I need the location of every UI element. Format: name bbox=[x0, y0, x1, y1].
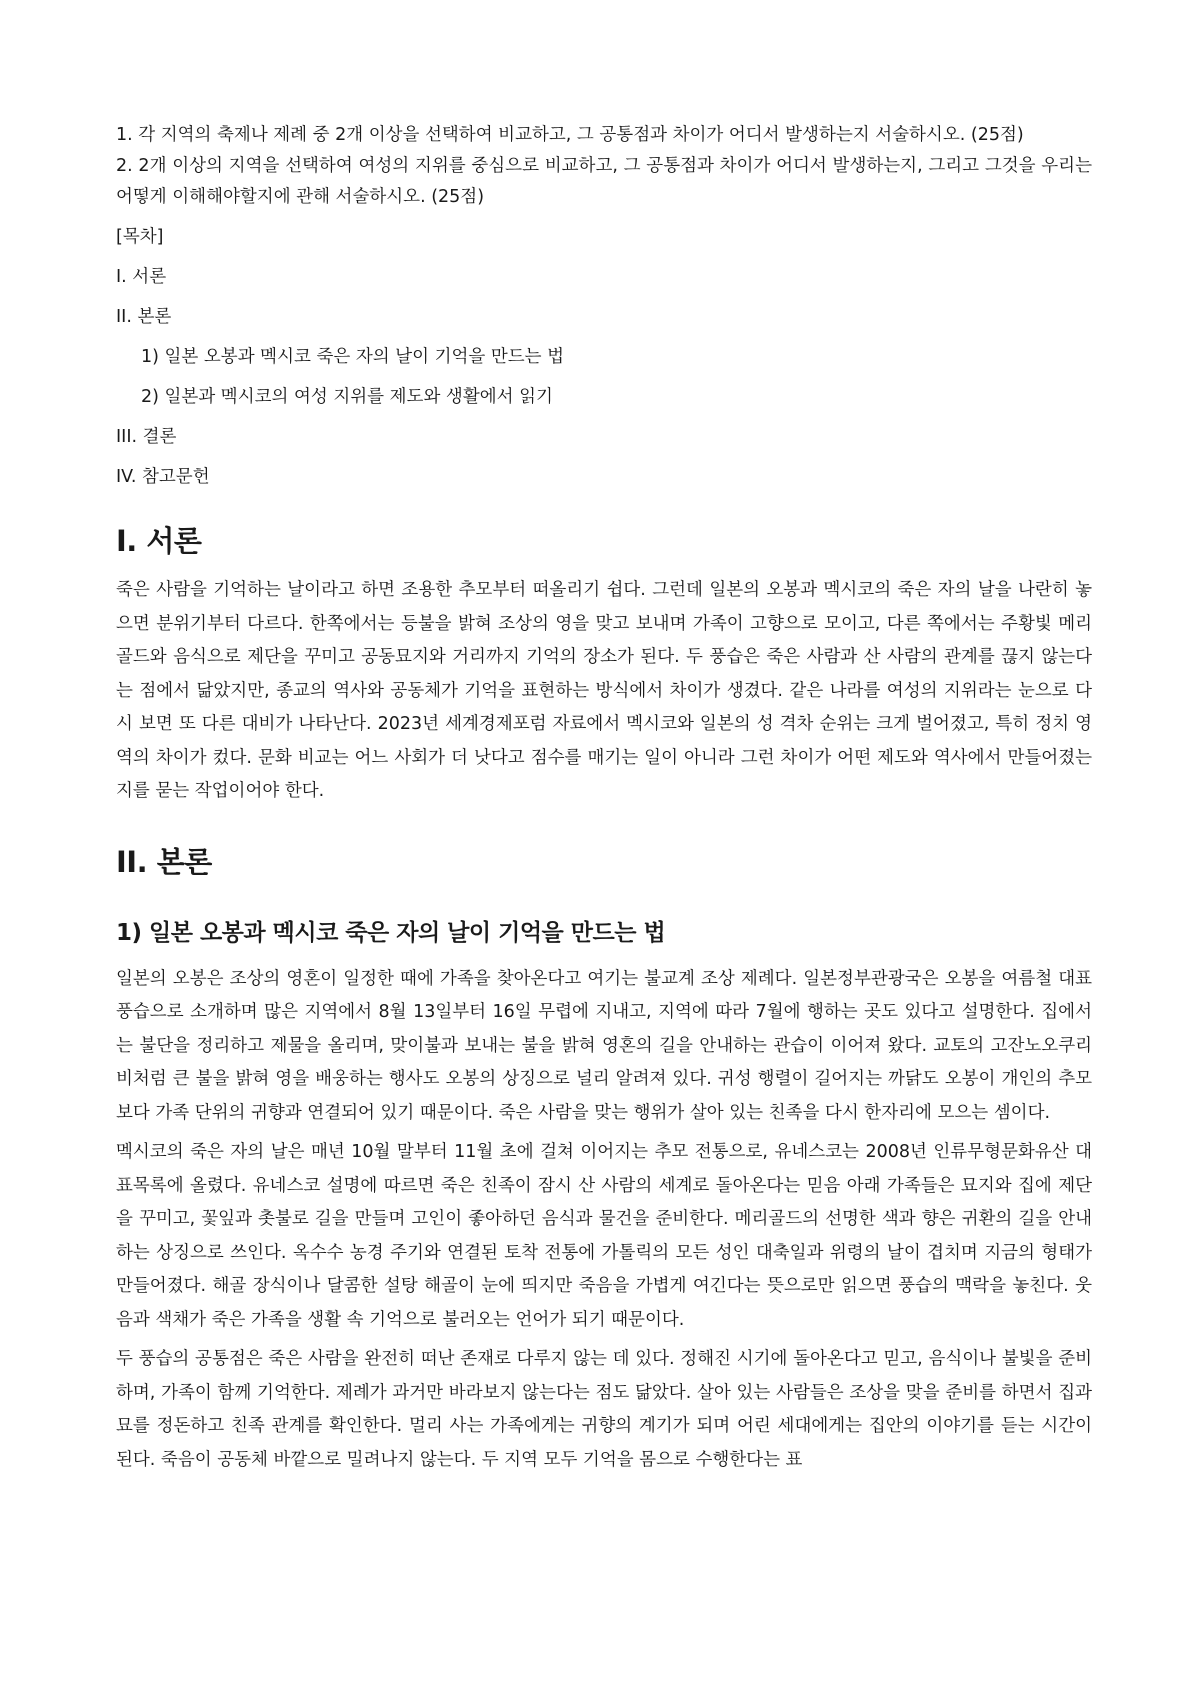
question-2: 2. 2개 이상의 지역을 선택하여 여성의 지위를 중심으로 비교하고, 그 공통점과 차이가 어디서 발생하는지, 그리고 그것을 우리는 어떻게 이해해야할지에 관해 서술하시오. (25점) bbox=[116, 156, 1092, 207]
question-1: 1. 각 지역의 축제나 제례 중 2개 이상을 선택하여 비교하고, 그 공통점과 차이가 어디서 발생하는지 서술하시오. (25점) bbox=[116, 125, 1024, 145]
toc-item-body-sub2: 2) 일본과 멕시코의 여성 지위를 제도와 생활에서 읽기 bbox=[141, 387, 553, 407]
intro-paragraph: 죽은 사람을 기억하는 날이라고 하면 조용한 추모부터 떠올리기 쉽다. 그런데 일본의 오봉과 멕시코의 죽은 자의 날을 나란히 놓으면 분위기부터 다르다. 한쪽에서는 등불을 밝혀 조상의 영을 맞고 보내며 가족이 고향으로 모이고, 다른 쪽에서는 주황빛 메리골드와 음식으로 제단을 꾸미고 공동묘지와 거리까지 기억의 장소가 된다. 두 풍습은 죽은 사람과 산 사람의 관계를 끊지 않는다는 점에서 닮았지만, 종교의 역사와 공동체가 기억을 표현하는 방식에서 차이가 생겼다. 같은 나라를 여성의 지위라는 눈으로 다시 보면 또 다른 대비가 나타난다. 2023년 세계경제포럼 자료에서 멕시코와 일본의 성 격차 순위는 크게 벌어졌고, 특히 정치 영역의 차이가 컸다. 문화 비교는 어느 사회가 더 낫다고 점수를 매기는 일이 아니라 그런 차이가 어떤 제도와 역사에서 만들어졌는지를 묻는 작업이어야 한다. bbox=[116, 580, 1092, 801]
assignment-questions bbox=[116, 120, 1092, 213]
body-paragraph-1: 일본의 오봉은 조상의 영혼이 일정한 때에 가족을 찾아온다고 여기는 불교계 조상 제례다. 일본정부관광국은 오봉을 여름철 대표 풍습으로 소개하며 많은 지역에서 8월 13일부터 16일 무렵에 지내고, 지역에 따라 7월에 행하는 곳도 있다고 설명한다. 집에서는 불단을 정리하고 제물을 올리며, 맞이불과 보내는 불을 밝혀 영혼의 길을 안내하는 관습이 이어져 왔다. 교토의 고잔노오쿠리비처럼 큰 불을 밝혀 영을 배웅하는 행사도 오봉의 상징으로 널리 알려져 있다. 귀성 행렬이 길어지는 까닭도 오봉이 개인의 추모보다 가족 단위의 귀향과 연결되어 있기 때문이다. 죽은 사람을 맞는 행위가 살아 있는 친족을 다시 한자리에 모으는 셈이다. bbox=[116, 968, 1092, 1123]
section-title-body: II. 본론 bbox=[116, 844, 212, 879]
toc-item-body: II. 본론 bbox=[116, 307, 172, 327]
table-of-contents bbox=[116, 226, 1092, 488]
subsection-title-1: 1) 일본 오봉과 멕시코 죽은 자의 날이 기억을 만드는 법 bbox=[116, 919, 666, 946]
toc-item-conclusion: III. 결론 bbox=[116, 427, 177, 447]
toc-item-references: IV. 참고문헌 bbox=[116, 467, 210, 487]
toc-item-body-sub1: 1) 일본 오봉과 멕시코 죽은 자의 날이 기억을 만드는 법 bbox=[141, 347, 565, 367]
body-paragraph-3: 두 풍습의 공통점은 죽은 사람을 완전히 떠난 존재로 다루지 않는 데 있다. 정해진 시기에 돌아온다고 믿고, 음식이나 불빛을 준비하며, 가족이 함께 기억한다. 제례가 과거만 바라보지 않는다는 점도 닮았다. 살아 있는 사람들은 조상을 맞을 준비를 하면서 집과 묘를 정돈하고 친족 관계를 확인한다. 멀리 사는 가족에게는 귀향의 계기가 되며 어린 세대에게는 집안의 이야기를 듣는 시간이 된다. 죽음이 공동체 바깥으로 밀려나지 않는다. 두 지역 모두 기억을 몸으로 수행한다는 표 bbox=[116, 1349, 1092, 1470]
body-paragraph-2: 멕시코의 죽은 자의 날은 매년 10월 말부터 11월 초에 걸쳐 이어지는 추모 전통으로, 유네스코는 2008년 인류무형문화유산 대표목록에 올렸다. 유네스코 설명에 따르면 죽은 친족이 잠시 산 사람의 세계로 돌아온다는 믿음 아래 가족들은 묘지와 집에 제단을 꾸미고, 꽃잎과 촛불로 길을 만들며 고인이 좋아하던 음식과 물건을 준비한다. 메리골드의 선명한 색과 향은 귀환의 길을 안내하는 상징으로 쓰인다. 옥수수 농경 주기와 연결된 토착 전통에 가톨릭의 모든 성인 대축일과 위령의 날이 겹치며 지금의 형태가 만들어졌다. 해골 장식이나 달콤한 설탕 해골이 눈에 띄지만 죽음을 가볍게 여긴다는 뜻으로만 읽으면 풍습의 맥락을 놓친다. 웃음과 색채가 죽은 가족을 생활 속 기억으로 불러오는 언어가 되기 때문이다. bbox=[116, 1142, 1092, 1330]
toc-heading: [목차] bbox=[116, 227, 164, 247]
toc-item-intro: I. 서론 bbox=[116, 267, 167, 287]
section-title-intro: I. 서론 bbox=[116, 524, 202, 558]
